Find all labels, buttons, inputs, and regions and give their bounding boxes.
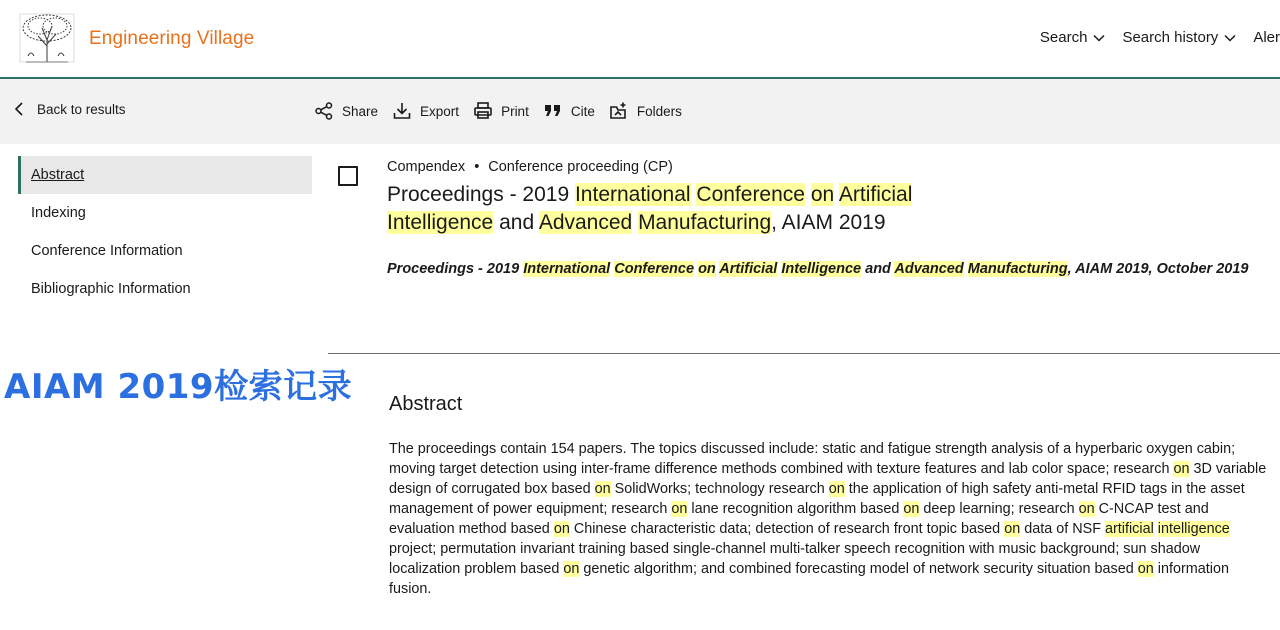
section-divider: [328, 353, 1280, 354]
text-run: lane recognition algorithm based: [687, 501, 904, 517]
sidebar-item-bibliographic-information[interactable]: Bibliographic Information: [31, 281, 191, 297]
text-run: Chinese characteristic data; detection of research front topic based: [569, 521, 1005, 537]
nav-alerts-label: Aler: [1253, 29, 1280, 46]
search-term-highlight: Manufacturing: [967, 261, 1068, 277]
search-term-highlight: Manufacturing: [638, 211, 772, 234]
download-icon: [392, 101, 412, 121]
share-button[interactable]: [314, 101, 378, 121]
text-run: [805, 183, 811, 206]
brand-name[interactable]: Engineering Village: [89, 28, 255, 49]
text-run: the application of high safety anti-metal RFID tags in the asset management of power equipment; research: [389, 481, 1245, 517]
printer-icon: [473, 101, 493, 121]
nav-search-history-label: Search history: [1122, 29, 1219, 46]
app-header: [0, 0, 1280, 77]
folder-add-icon: [609, 101, 629, 121]
back-to-results-label: Back to results: [37, 101, 126, 117]
cite-button[interactable]: [543, 101, 595, 121]
meta-separator: •: [474, 159, 480, 175]
search-term-highlight: on: [553, 521, 570, 537]
search-term-highlight: Advanced: [894, 261, 964, 277]
search-term-highlight: on: [1173, 461, 1190, 477]
document-type: Conference proceeding (CP): [488, 159, 673, 175]
text-run: project; permutation invariant training based single-channel multi-talker speech recognition with music background; sun shadow localization problem based: [389, 541, 1201, 577]
print-label: Print: [501, 103, 529, 119]
text-run: Proceedings - 2019: [387, 261, 524, 277]
text-run: and: [493, 211, 539, 234]
search-term-highlight: on: [671, 501, 688, 517]
search-term-highlight: on: [828, 481, 845, 497]
nav-search-history[interactable]: [1122, 29, 1237, 46]
record-toolbar: [0, 79, 1280, 144]
search-term-highlight: on: [1078, 501, 1095, 517]
record-source: [387, 257, 1267, 281]
search-term-highlight: Advanced: [538, 211, 633, 234]
record-title: [387, 181, 947, 237]
cite-label: Cite: [570, 103, 595, 119]
chevron-down-icon: [1223, 31, 1237, 45]
text-run: deep learning; research: [919, 501, 1079, 517]
top-navigation: [1040, 29, 1280, 46]
text-run: Proceedings - 2019: [387, 183, 575, 206]
text-run: , AIAM 2019, October 2019: [1067, 261, 1249, 277]
search-term-highlight: Artificial: [719, 261, 778, 277]
text-run: The proceedings contain 154 papers. The topics discussed include: static and fatigue strength analysis of a hyperbaric oxygen cabin; moving target detection using inter-frame difference methods combined with texture features and lab color space; research: [389, 441, 1236, 477]
record-actions: [314, 101, 696, 121]
export-button[interactable]: [392, 101, 459, 121]
text-run: information fusion.: [389, 561, 1229, 597]
search-term-highlight: International: [523, 261, 611, 277]
sidebar-item-indexing[interactable]: Indexing: [31, 205, 86, 221]
share-label: Share: [342, 103, 379, 119]
sidebar-item-abstract[interactable]: Abstract: [18, 156, 312, 194]
text-run: data of NSF: [1020, 521, 1105, 537]
search-term-highlight: Conference: [696, 183, 805, 206]
search-term-highlight: artificial: [1105, 521, 1154, 537]
nav-alerts[interactable]: [1253, 29, 1280, 46]
search-term-highlight: on: [903, 501, 920, 517]
text-run: C-NCAP test and evaluation method based: [389, 501, 1209, 537]
nav-search-label: Search: [1039, 29, 1088, 46]
text-run: genetic algorithm; and combined forecasting model of network security situation based: [579, 561, 1138, 577]
search-term-highlight: Intelligence: [387, 211, 494, 234]
quote-icon: [543, 101, 563, 121]
search-term-highlight: Artificial: [838, 183, 913, 206]
search-term-highlight: Conference: [614, 261, 695, 277]
folders-button[interactable]: [609, 101, 682, 121]
print-button[interactable]: [473, 101, 529, 121]
search-term-highlight: on: [698, 261, 716, 277]
nav-search[interactable]: [1040, 29, 1107, 46]
elsevier-tree-logo-icon[interactable]: [18, 12, 76, 64]
chevron-left-icon: [12, 101, 26, 117]
share-icon: [314, 101, 334, 121]
chevron-down-icon: [1092, 31, 1106, 45]
overlay-caption: AIAM 2019检索记录: [4, 367, 353, 407]
record-meta: [387, 159, 673, 175]
search-term-highlight: on: [1137, 561, 1154, 577]
sidebar-item-conference-information[interactable]: Conference Information: [31, 243, 183, 259]
text-run: 3D variable design of corrugated box based: [389, 461, 1267, 497]
text-run: , AIAM 2019: [771, 211, 886, 234]
database-name: Compendex: [387, 159, 466, 175]
record-section-nav: [18, 156, 312, 308]
export-label: Export: [420, 103, 460, 119]
select-record-checkbox[interactable]: [338, 166, 358, 186]
text-run: SolidWorks; technology research: [610, 481, 829, 497]
search-term-highlight: on: [563, 561, 580, 577]
search-term-highlight: International: [574, 183, 691, 206]
search-term-highlight: on: [810, 183, 835, 206]
search-term-highlight: on: [1004, 521, 1021, 537]
back-to-results-link[interactable]: [12, 101, 126, 117]
search-term-highlight: intelligence: [1157, 521, 1230, 537]
text-run: and: [861, 261, 895, 277]
folders-label: Folders: [636, 103, 682, 119]
search-term-highlight: Intelligence: [781, 261, 862, 277]
search-term-highlight: on: [594, 481, 611, 497]
abstract-heading: Abstract: [389, 393, 463, 415]
abstract-text: [389, 439, 1269, 599]
